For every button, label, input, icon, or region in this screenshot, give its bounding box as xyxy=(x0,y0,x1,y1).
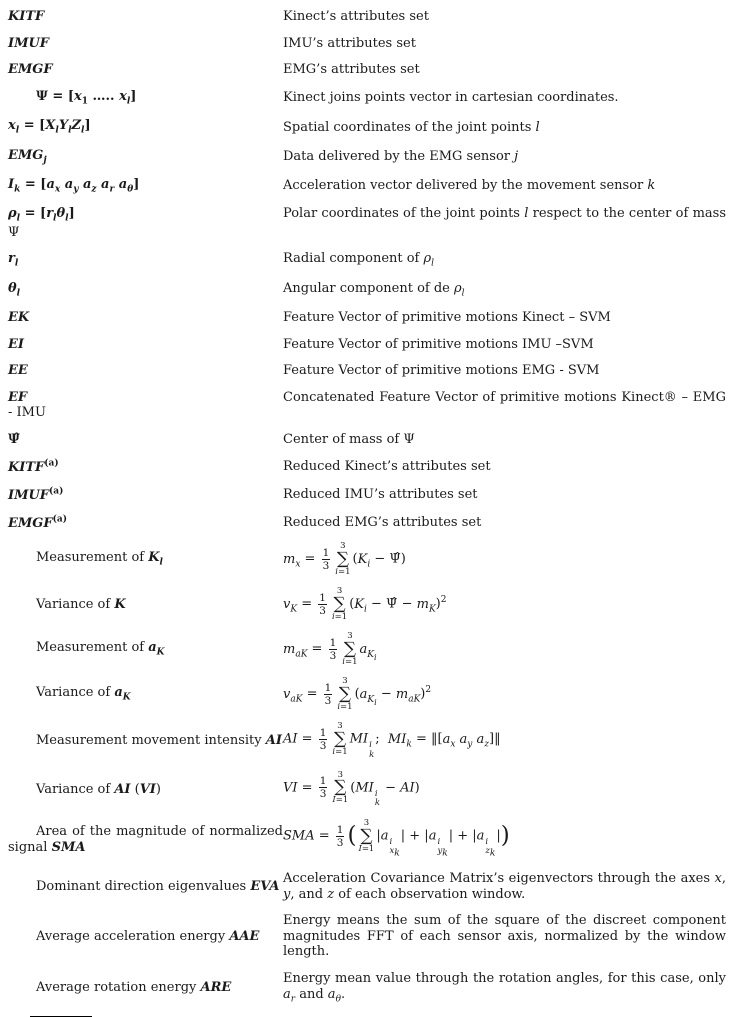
description-cell: EMG’s attributes set xyxy=(283,62,420,78)
table-row xyxy=(8,206,726,240)
table-row xyxy=(8,310,726,326)
description-cell: Reduced IMU’s attributes set xyxy=(283,487,478,503)
table-row xyxy=(8,281,726,299)
term-cell: Measurement movement intensity AI xyxy=(36,733,282,749)
table-row xyxy=(8,432,726,448)
description-cell: Spatial coordinates of the joint points l xyxy=(283,119,540,135)
description-cell: IMU’s attributes set xyxy=(283,35,416,51)
symbol-cell: $\rho_l = [r_l\theta_l]$ xyxy=(8,206,75,224)
symbol-cell: EK xyxy=(8,310,30,326)
table-row xyxy=(8,36,726,52)
table-row xyxy=(8,871,726,902)
table-row xyxy=(8,89,726,107)
table-row xyxy=(8,677,726,711)
formula-cell: $m_{aK}$ = $\frac{1}{3}$ 3 ∑ i=1 $a_{K_i}$ xyxy=(283,631,377,667)
symbol-cell: EF xyxy=(8,389,28,405)
table-row xyxy=(8,587,726,621)
symbol-cell: KITF xyxy=(8,9,45,24)
formula-cell: VI = $\frac{1}{3}$ 3 ∑ I=1 (MI i k − AI) xyxy=(283,769,420,808)
term-cell: Variance of K xyxy=(36,596,126,612)
table-row xyxy=(8,337,726,353)
symbol-cell: EE xyxy=(8,363,28,379)
symbol-cell: EMGF xyxy=(8,62,53,78)
formula-cell: $v_{aK}$ = $\frac{1}{3}$ 3 ∑ i=1 $(a_{K_i} - m_{aK})^2$ xyxy=(283,676,432,712)
table-row xyxy=(8,487,726,504)
table-row xyxy=(8,819,726,860)
term-cell: Measurement of $a_K$ xyxy=(36,640,165,658)
description-cell: Kinect’s attributes set xyxy=(283,9,429,24)
table-row xyxy=(8,722,726,759)
description-cell: Reduced EMG’s attributes set xyxy=(283,515,482,531)
term-cell: Variance of $a_K$ xyxy=(36,685,131,703)
symbol-cell: $r_l$ xyxy=(8,251,19,269)
description-cell: Feature Vector of primitive motions Kinect – SVM xyxy=(283,310,611,326)
table-row xyxy=(8,542,726,576)
table-row xyxy=(8,251,726,269)
term-cell: Average rotation energy ARE xyxy=(36,980,232,996)
description-cell: Kinect joins points vector in cartesian coordinates. xyxy=(283,90,619,106)
table-row xyxy=(8,9,726,25)
table-row xyxy=(8,971,726,1005)
description-cell: Energy means the sum of the square of the discreet component magnitudes FFT of each sensor axis, normalized by the window length. xyxy=(283,913,726,960)
term-cell: Average acceleration energy AAE xyxy=(36,928,260,944)
description-cell: Reduced Kinect’s attributes set xyxy=(283,459,491,475)
table-row xyxy=(8,771,726,808)
description-cell: Center of mass of Ψ xyxy=(283,432,415,448)
table-row xyxy=(8,913,726,960)
table-row xyxy=(8,515,726,532)
formula-cell: $v_K$ = $\frac{1}{3}$ 3 ∑ i=1 ($K_i$ − Ψ̂ − $m_K)^2$ xyxy=(283,586,447,622)
symbol-cell: IMUF$^{(a)}$ xyxy=(8,486,64,503)
description-cell: Radial component of $\rho_l$ xyxy=(283,251,435,269)
description-cell: Acceleration vector delivered by the movement sensor k xyxy=(283,178,656,194)
table-row xyxy=(8,390,726,421)
description-cell: Data delivered by the EMG sensor j xyxy=(283,148,519,164)
term-cell: Variance of AI (VI) xyxy=(36,781,161,797)
symbol-cell: Ψ̂ xyxy=(8,432,20,448)
symbol-cell: IMUF xyxy=(8,35,50,51)
symbol-cell: KITF$^{(a)}$ xyxy=(8,458,59,475)
formula-cell: AI = $\frac{1}{3}$ 3 ∑ i=1 MI i k ; $MI_k$ = $‖[a_x$ $a_y$ $a_z]‖$ xyxy=(283,721,501,760)
symbol-cell: EI xyxy=(8,336,24,352)
description-cell: Feature Vector of primitive motions EMG - SVM xyxy=(283,363,600,379)
description-cell: Polar coordinates of the joint points l respect to the center of mass Ψ xyxy=(8,206,726,240)
symbol-cell: $x_l = [X_lY_lZ_l]$ xyxy=(8,118,91,136)
symbol-cell: $\Psi = [x_1$ ….. $x_l$] xyxy=(36,88,137,107)
description-cell: Angular component of de $\rho_l$ xyxy=(283,280,465,299)
table-row xyxy=(8,62,726,78)
description-cell: Energy mean value through the rotation angles, for this case, only $a_r$ and $a_\theta$. xyxy=(283,970,726,1005)
table-row xyxy=(8,363,726,379)
formula-cell: SMA = $\frac{1}{3}$ ( 3 ∑ I=1 |a i $x_k$ | + |a i $y_k$ | + |a i $z_k$ |) xyxy=(283,818,510,860)
term-cell: Area of the magnitude of normalized signal SMA xyxy=(8,824,283,855)
table-row xyxy=(8,118,726,136)
term-cell: Dominant direction eigenvalues EVA xyxy=(36,878,280,894)
table-row xyxy=(8,148,726,166)
symbol-cell: $I_k = [a_x$ $a_y$ $a_z$ $a_r$ $a_\theta$] xyxy=(8,176,140,195)
description-cell: Concatenated Feature Vector of primitive motions Kinect® – EMG - IMU xyxy=(8,389,726,421)
symbol-cell: EMGF$^{(a)}$ xyxy=(8,514,67,531)
table-row xyxy=(8,632,726,666)
symbol-cell: $\theta_l$ xyxy=(8,280,21,299)
table-row xyxy=(8,459,726,476)
formula-cell: $m_x$ = $\frac{1}{3}$ 3 ∑ i=1 ($K_i$ − Ψ̂) xyxy=(283,541,406,577)
description-cell: Feature Vector of primitive motions IMU –SVM xyxy=(283,336,594,352)
symbol-cell: $EMG_j$ xyxy=(8,147,47,166)
description-cell: Acceleration Covariance Matrix’s eigenvectors through the axes x, y, and z of each observation window. xyxy=(283,870,726,902)
term-cell: Measurement of $K_l$ xyxy=(36,550,163,568)
table-row xyxy=(8,177,726,195)
